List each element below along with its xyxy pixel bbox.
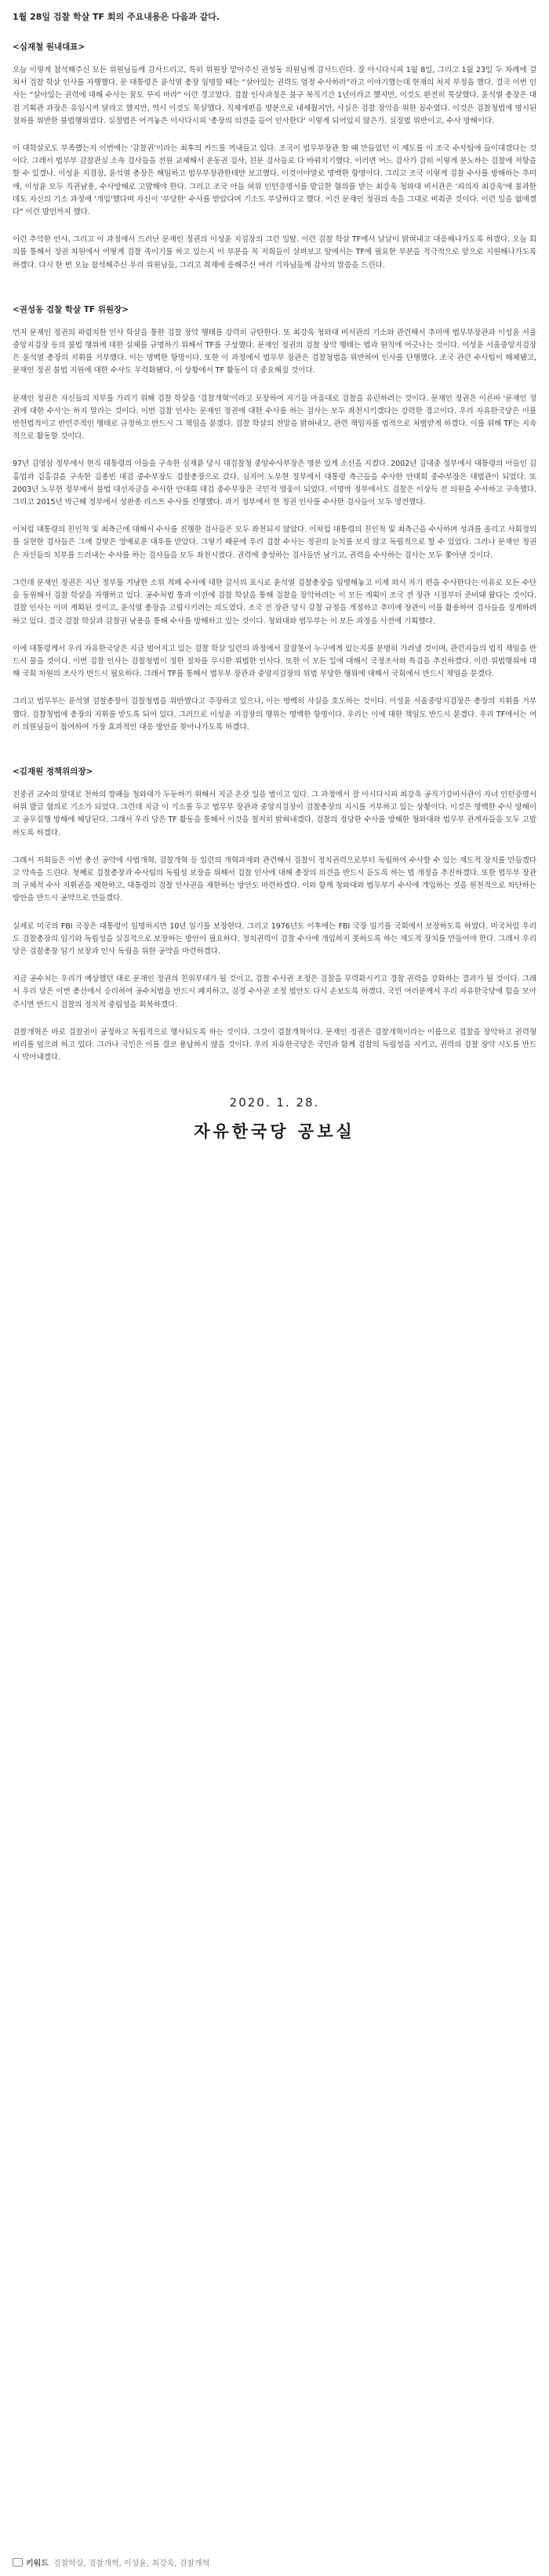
signature: 자유한국당 공보실 [194, 1122, 355, 1142]
paragraph: 이 대학살로도 부족했는지 이번에는 '감찰권'이라는 최후의 카드를 꺼내들고 있다. 조국이 법무부장관 할 때 만들었던 이 제도를 이 조국 수사팀에 들이대겠다는 것이다. 그래서 법무부 감찰관실 소속 검사들을 전원 교체해서 운동권 검사, 친문 검사들로 다 바꿔치기했다. 이러면 어느 검사가 감히 이렇게 분노하는 검찰에 저항을 할 수 있겠나. 이성윤 지검장, 윤석열 총장은 해임하고 법무부장관한테만 보고했다. 이것이야말로 명백한 항명이다. 그리고 조국 이렇게 검찰 수사를 방해하는 추미애, 이성윤 모두 직권남용, 수사방해로 고발해야 한다. 그리고 조국 아들 허위 인턴증명서를 발급한 혐의를 받는 최강욱 청와대 비서관은 '피의자 최강욱'에 불과한데도 자신의 기소 과정에 '개입'했다며 자신이 '부당한' 수사를 받았다며 기소도 부당하다고 했다. 이건 문재인 정권의 속을 그대로 비춰준 것이다. 이런 일을 없애겠다" 이런 발언까지 했다. [13, 144, 537, 217]
paragraph: 실제로 미국의 FBI 국장은 대통령이 임명하지만 10년 임기를 보장한다. 그리고 1976년도 이후에는 FBI 국장 임기를 국회에서 보장하도록 하였다. 미국처럼 우리도 검찰총장의 임기와 독립성을 실질적으로 보장하는 방안이 필요하다. 정치권력이 검찰 수사에 개입하지 못하도록 하는 제도적 장치를 만들어야 한다. 그래서 우리 당은 검찰총장 임기 보장과 인사 독립을 위한 공약을 마련하겠다. [13, 921, 536, 956]
intro-line: 1월 28일 검찰 학살 TF 회의 주요내용은 다음과 같다. [13, 12, 220, 22]
paragraph: 이런 추악한 인사, 그리고 이 과정에서 드러난 문재인 정권의 이성윤 지검장의 그런 일탈. 이런 검찰 학살 TF에서 날날이 밝혀내고 대응해나가도록 하겠다. 오늘 회의를 통해서 정권 차원에서 어떻게 검찰 죽이기를 하고 있는지 이 부분을 꼭 저희들이 살펴보고 앞에서는 TF에 필요한 부분을 적극적으로 앞으로 지원해나가도록 하겠다. 다시 한 번 오늘 참석해주신 우리 위원님들, 그리고 취재에 응해주신 여러 기자님들께 감사의 말씀을 드린다. [13, 235, 536, 270]
keyword-label: 키워드 [26, 2560, 49, 2568]
section-shim [13, 41, 536, 272]
release-date: 2020. 1. 28. [229, 1095, 320, 1110]
paragraph: 그래서 저희들은 이번 총선 공약에 사법개혁, 검찰개혁 등 일련의 개혁과제와 관련해서 검찰이 정치권력으로부터 독립하여 수사할 수 있는 제도적 장치를 만들겠다고 약속을 드린다. 첫째로 검찰총장과 수사팀의 독립성 보장을 위해서 검찰 인사에 대해 총장의 의견을 반드시 듣도록 하는 법 개정을 추진하겠다. 또한 법무부 장관의 구체적 수사 지휘권을 제한하고, 대통령의 검찰 인사권을 제한하는 방안도 마련하겠다. 이와 함께 청와대와 법무부가 수사에 개입하는 것을 원천적으로 차단하는 방안을 반드시 공약으로 만들겠다. [13, 856, 536, 903]
section-heading: <김재원 정책위의장> [13, 766, 93, 776]
section-kim [13, 765, 536, 1064]
paragraph: 이처럼 대통령의 친인척 및 최측근에 대해서 수사를 진행한 검사들은 모두 좌천되지 않았다. 이처럼 대통령의 친인척 및 최측근을 수사하며 성과를 올리고 사회정의를 실현한 검사들은 그에 걸맞은 영예로운 대우를 받았다. 그렇기 때문에 우리 검찰 수사는 정권의 눈치를 보지 않고 독립적으로 할 수 있었다. 그러나 문재인 정권은 자신들의 치부를 드러내는 수사를 하는 검사들을 모두 좌천시켰다. 권력에 충성하는 검사들만 남기고, 권력을 수사하는 검사는 모두 쫓아낸 것이다. [13, 525, 536, 560]
tag-icon [13, 2558, 23, 2567]
paragraph: 진중권 교수의 말대로 천하의 깡패들 청와대가 두둔하기 위해서 지금 온갖 일을 벌이고 있다. 그 과정에서 잘 아시다시피 최강욱 공직기강비서관이 자녀 인턴증명서 허위 발급 혐의로 기소가 되었다. 그런데 지금 이 기소를 두고 법무부 장관과 중앙지검장이 검찰총장의 지시를 거부하고 있는 상황이다. 이것은 명백한 수사 방해이고 공무집행 방해에 해당된다. 그래서 우리 당은 TF 활동을 통해서 이것을 철저히 밝혀내겠다. 검찰의 정당한 수사를 방해한 청와대와 법무부 관계자들을 모두 고발하도록 하겠다. [13, 790, 536, 837]
paragraph: 그리고 법무부는 윤석열 검찰총장이 검찰청법을 위반했다고 주장하고 있으나, 이는 명백히 사실을 호도하는 것이다. 이성윤 서울중앙지검장은 총장의 지휘를 거부했다. 검찰청법에 총장의 지휘를 받도록 되어 있다. 그러므로 이성윤 지검장의 행위는 명백한 항명이다. 우리는 이에 대한 책임도 반드시 묻겠다. 우리 TF에서는 여러 의원님들이 참여하여 가장 효과적인 대응 방안을 찾아나가도록 하겠다. [13, 697, 536, 732]
paragraph: 먼저 문재인 정권의 파렴치한 인사 학살을 통한 검찰 장악 행태를 강력히 규탄한다. 또 최강욱 청와대 비서관의 기소와 관련해서 추미애 법무부장관과 이성윤 서울중앙지검장 등의 불법 행위에 대한 실체를 규명하기 위해서 TF를 구성했다. 문재인 정권의 검찰 장악 행태는 법과 원칙에 어긋나는 것이다. 이성윤 서울중앙지검장은 윤석열 총장의 지휘를 거부했다. 이는 명백한 항명이다. 또한 이 과정에서 법무부 장관은 검찰청법을 위반하여 인사를 단행했다. 조국 관련 수사팀이 해체됐고, 문재인 정권 불법 지원에 대한 수사도 무력화됐다. 이 상황에서 TF 활동이 더 중요해질 것이다. [13, 328, 536, 376]
keyword-list[interactable]: 검찰학살, 검찰개혁, 이성윤, 최강욱, 검찰개혁 [53, 2560, 210, 2568]
paragraph: 그런데 문재인 정권은 지난 정부를 겨냥한 소위 적폐 수사에 대한 감사의 표시로 윤석열 검찰총장을 임명해놓고 이제 와서 자기 편을 수사한다는 이유로 모든 수단을 동원해서 검찰 학살을 자행하고 있다. 공수처법 통과 이전에 검찰 학살을 통해 검찰을 장악하려는 이 모든 계획이 조국 전 장관 시절부터 준비돼 왔다는 것이다. 검찰 인사는 이미 계획된 것이고, 윤석열 총장을 고립시키려는 의도였다. 조국 전 장관 당시 감찰 규정을 개정하고 추미애 장관이 이를 활용하여 검사들을 징계하려 하고 있다. 결국 검찰 학살과 감찰권 남용을 통해 수사를 방해하고 있는 것이다. 청와대와 법무부는 이 모든 과정을 사전에 기획했다. [13, 578, 536, 626]
paragraph: 검찰개혁은 바로 검찰권이 공정하고 독립적으로 행사되도록 하는 것이다. 그것이 검찰개혁이다. 문재인 정권은 검찰개혁이라는 이름으로 검찰을 장악하고 권력형 비리를 덮으려 하고 있다. 그러나 국민은 이를 결코 용납하지 않을 것이다. 우리 자유한국당은 국민과 함께 검찰의 독립성을 지키고, 권력의 검찰 장악 시도를 반드시 막아내겠다. [13, 1027, 536, 1063]
paragraph: 이에 대통령께서 우리 자유한국당은 지금 벌어지고 있는 검찰 학살 일련의 과정에서 잘잘못이 누구에게 있는지를 분명히 가려낼 것이며, 관련자들의 법적 책임을 반드시 물을 것이다. 이번 검찰 인사는 검찰청법이 정한 절차를 무시한 위법한 인사다. 또한 이 모든 일에 대해서 국정조사와 특검을 추진하겠다. 이런 위법행위에 대해 국회 차원의 조사가 반드시 필요하다. 그래서 TF를 통해서 법무부 장관과 중앙지검장의 위법 부당한 행위에 대해서 국회에서 반드시 책임을 묻겠다. [13, 644, 536, 679]
paragraph: 97년 김영삼 정부에서 현직 대통령의 아들을 구속한 심재륜 당시 대검찰청 중앙수사부장은 명분 있게 소신을 지켰다. 2002년 김대중 정부에서 대통령의 아들인 김홍업과 김홍걸을 구속한 김종빈 대검 중수부장도 검찰총장으로 갔다. 심지어 노무현 정부에서 대통령 측근들을 수사한 안대희 중수부장은 대법관이 되었다. 또 2003년 노무현 정부에서 불법 대선자금을 수사한 안대희 대검 중수부장은 국민적 영웅이 되었다. 이명박 정부에서도 검찰은 이상득 전 의원을 수사하고 구속했다. 그리고 2015년 박근혜 정부에서 성완종 리스트 수사를 진행했다. 과거 정부에서 현 정권 인사를 수사한 검사들이 모두 영전했다. [13, 460, 536, 507]
paragraph: 지금 공수처는 우리가 예상했던 대로 문재인 정권의 친위부대가 될 것이고, 검찰 수사권 조정은 검찰을 무력화시키고 경찰 권력을 강화하는 결과가 될 것이다. 그래서 우리 당은 이번 총선에서 승리하여 공수처법을 반드시 폐지하고, 검경 수사권 조정 법안도 다시 손보도록 하겠다. 국민 여러분께서 우리 자유한국당에 힘을 모아주시면 반드시 검찰의 정치적 중립성을 회복하겠다. [13, 975, 536, 1009]
paragraph: 오늘 이렇게 참석해주신 모든 위원님들께 감사드리고, 특히 위원장 맡아주신 권성동 의원님께 감사드린다. 잘 아시다시피 1월 8일, 그리고 1월 23일 두 차례에 걸쳐서 검찰 학살 인사를 자행했다. 문 대통령은 윤석열 총장 임명할 때는 “살아있는 권력도 엄정 수사하라”라고 이야기했는데 현재의 처지 부정을 했다. 결국 이번 인사는 “살아있는 권력에 대해 수사는 꿈도 꾸지 마라” 이런 경고였다. 검찰 인사과정은 불구 복직기간 1년이라고 했지만, 이것도 완전히 묵살했다. 윤석열 총장은 대검 기획관 과장은 유임시켜 달라고 했지만, 역시 이것도 묵살했다. 직제개편을 명분으로 내세웠지만, 사실은 검찰 장악을 위한 꼼수였다. 이것은 검찰청법에 명시된 절차를 위반한 불법행위였다. 실정법은 어겨놓은 이사다시피 '총장의 의견을 들어 인사한다' 이렇게 되어있지 않은가. 실정법 위반이고, 수사 방해이다. [13, 66, 536, 125]
paragraph: 문재인 정권은 자신들의 치부를 가리기 위해 검찰 학살을 '검찰개혁'이라고 포장하여 자기들 마음대로 검찰을 유린하려는 것이다. 문재인 정권은 이른바 '문재인 정권에 대한 수사'는 하지 말라는 것이다. 이번 검찰 인사는 문재인 정권에 대한 수사를 하는 검사는 모두 좌천시키겠다는 강력한 경고이다. 우리 자유한국당은 이를 반헌법적이고 반민주적인 행태로 규정하고 반드시 그 책임을 묻겠다. 검찰 학살의 전말을 밝혀내고, 관련 책임자를 법적으로 처벌받게 하겠다. 이를 위해 TF는 지속적으로 활동할 것이다. [13, 394, 536, 441]
section-heading: <권성동 검찰 학살 TF 위원장> [13, 304, 129, 314]
section-kwon [13, 303, 536, 734]
section-heading: <심재철 원내대표> [13, 42, 85, 52]
keyword-tags [13, 2558, 536, 2570]
